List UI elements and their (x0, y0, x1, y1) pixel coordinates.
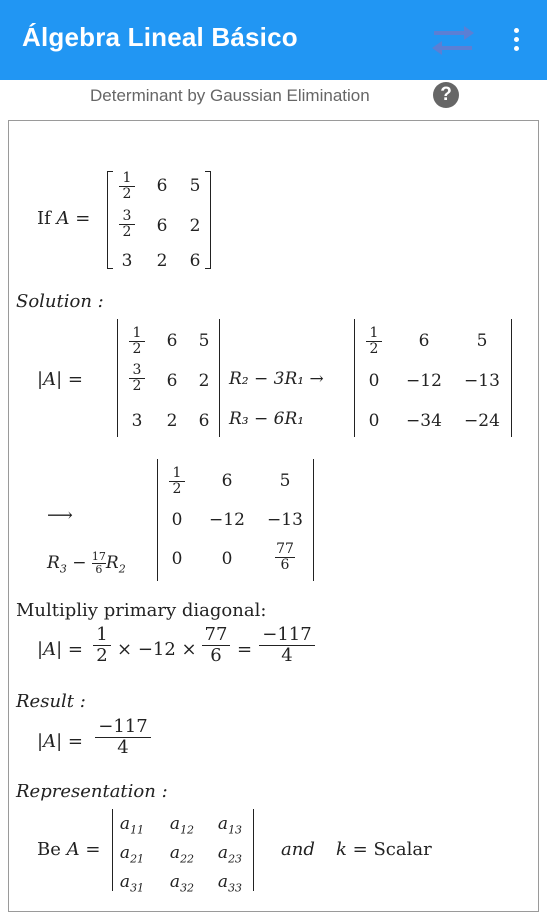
generic-cell: $a_{11}$ (119, 814, 145, 837)
row-op-3: $R_3$ − $\frac{17}{6}$ $R_2$ (47, 550, 126, 576)
generic-cell: $a_{21}$ (119, 843, 145, 866)
step2-result-cell: 6 (221, 471, 233, 491)
step1-result-cell: −34 (406, 411, 442, 431)
step2-result-cell: 5 (279, 471, 291, 491)
step1-result-cell: 6 (418, 331, 430, 351)
generic-cell: $a_{33}$ (217, 872, 243, 895)
step1-result-cell: $\frac{1}{2}$ (366, 326, 382, 357)
result-formula: |A| = (37, 731, 83, 752)
step2-result-cell: 0 (221, 549, 233, 569)
product-result: $\frac{-117}{4}$ (259, 625, 315, 666)
step1-result-cell: 0 (368, 371, 380, 391)
step2-result-cell: $\frac{77}{6}$ (276, 541, 294, 573)
step1-result-cell: −24 (464, 411, 500, 431)
generic-cell: $a_{23}$ (217, 843, 243, 866)
matrix-a-cell: 6 (156, 176, 168, 196)
matrix-a-cell: 6 (156, 216, 168, 236)
step2-result-cell: −13 (267, 510, 303, 530)
scalar-def: k = Scalar (336, 839, 432, 860)
det-bar (313, 459, 314, 581)
product-formula: |A| = (37, 639, 83, 660)
matrix-a-cell: $\frac{3}{2}$ (119, 209, 135, 240)
step1-cell: 6 (166, 371, 178, 391)
app-title: Álgebra Lineal Básico (22, 22, 298, 52)
app-bar (0, 0, 547, 80)
result-label: Result : (16, 691, 86, 712)
swap-arrows-icon[interactable] (428, 20, 478, 62)
step2-arrow: ⟶ (47, 505, 73, 526)
product-term: $\frac{1}{2}$ (93, 625, 111, 666)
generic-cell: $a_{32}$ (169, 872, 195, 895)
generic-cell: $a_{13}$ (217, 814, 243, 837)
be-label: Be A = (37, 839, 101, 860)
step1-result-cell: −12 (406, 371, 442, 391)
equals-sign: = (237, 639, 253, 660)
det-a-label: |A| = (37, 369, 83, 390)
step2-result-cell: 0 (171, 549, 183, 569)
det-bar (253, 809, 254, 891)
row-op-2: R₃ − 6R₁ (229, 409, 305, 429)
step1-cell: 2 (166, 411, 178, 431)
matrix-a-cell: 2 (189, 216, 201, 236)
multiply-label: Multipliy primary diagonal: (16, 600, 267, 621)
and-label: and (281, 839, 315, 860)
representation-label: Representation : (16, 781, 168, 802)
product-term: × −12 × (117, 639, 197, 660)
matrix-a-cell: 6 (189, 251, 201, 271)
generic-cell: $a_{12}$ (169, 814, 195, 837)
step1-result-cell: 5 (476, 331, 488, 351)
step2-result-cell: −12 (209, 510, 245, 530)
step1-cell: $\frac{1}{2}$ (129, 326, 145, 357)
matrix-a-cell: $\frac{1}{2}$ (119, 171, 135, 202)
matrix-a-cell: 5 (189, 176, 201, 196)
step1-cell: 6 (166, 331, 178, 351)
step1-result-cell: 0 (368, 411, 380, 431)
det-bar (511, 319, 512, 437)
matrix-a-cell: 3 (121, 251, 133, 271)
method-title: Determinant by Gaussian Elimination (90, 86, 370, 105)
solution-label: Solution : (16, 291, 104, 312)
det-bar (219, 319, 220, 437)
result-value: $\frac{-117}{4}$ (95, 717, 151, 758)
step1-cell: $\frac{3}{2}$ (129, 363, 145, 394)
step1-cell: 3 (131, 411, 143, 431)
help-icon[interactable]: ? (433, 82, 459, 108)
product-term: $\frac{77}{6}$ (202, 625, 230, 666)
solution-card (8, 120, 539, 912)
matrix-a-cell: 2 (156, 251, 168, 271)
step1-cell: 2 (198, 371, 210, 391)
row-op-1: R₂ − 3R₁ → (229, 369, 324, 389)
step1-cell: 5 (198, 331, 210, 351)
step1-cell: 6 (198, 411, 210, 431)
step2-result-cell: $\frac{1}{2}$ (169, 466, 185, 497)
generic-cell: $a_{31}$ (119, 872, 145, 895)
generic-cell: $a_{22}$ (169, 843, 195, 866)
more-vert-icon[interactable] (506, 28, 526, 58)
if-label: If A = (37, 208, 91, 229)
step2-result-cell: 0 (171, 510, 183, 530)
step1-result-cell: −13 (464, 371, 500, 391)
subheader (0, 80, 547, 116)
bracket-right (205, 171, 211, 269)
